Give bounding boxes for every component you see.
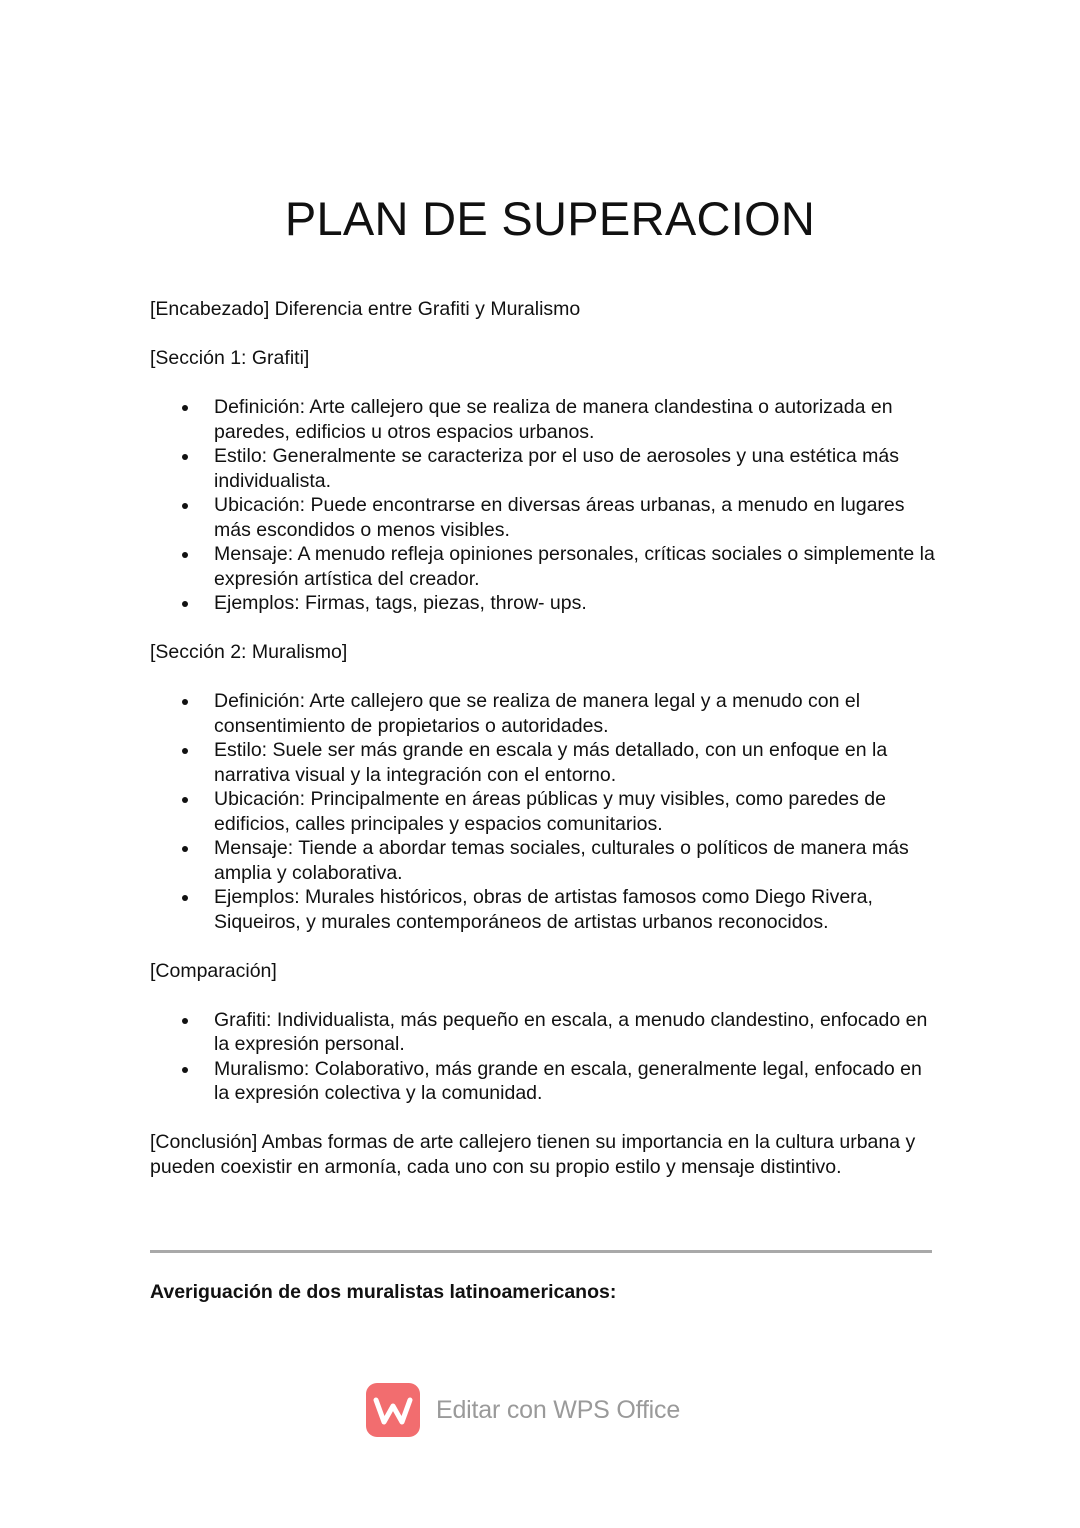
list-item (150, 1057, 940, 1106)
list-item (150, 395, 940, 444)
bullet-icon (182, 797, 188, 803)
list-item (150, 1008, 940, 1057)
header-line: [Encabezado] Diferencia entre Grafiti y Muralismo (150, 298, 581, 320)
list-item-text: Ubicación: Puede encontrarse en diversas áreas urbanas, a menudo en lugares más escondidos o menos visibles. (214, 494, 905, 541)
list-item (150, 493, 940, 542)
bullet-icon (182, 454, 188, 460)
list-item-text: Ejemplos: Firmas, tags, piezas, throw- ups. (214, 592, 587, 614)
list-item (150, 689, 940, 738)
list-item (150, 885, 940, 934)
muralists-subheading: Averiguación de dos muralistas latinoamericanos: (150, 1281, 617, 1303)
comparison-heading: [Comparación] (150, 959, 277, 982)
list-item-text: Definición: Arte callejero que se realiza de manera clandestina o autorizada en paredes, edificios u otros espacios urbanos. (214, 396, 893, 443)
wps-edit-link[interactable] (366, 1383, 680, 1437)
list-item-text: Grafiti: Individualista, más pequeño en escala, a menudo clandestino, enfocado en la expresión personal. (214, 1008, 928, 1055)
list-item (150, 542, 940, 591)
list-item (150, 738, 940, 787)
wps-logo-icon (366, 1383, 420, 1437)
bullet-icon (182, 699, 188, 705)
list-item (150, 787, 940, 836)
wps-edit-label: Editar con WPS Office (436, 1395, 681, 1424)
comparison-list (150, 1008, 940, 1106)
list-item-text: Ejemplos: Murales históricos, obras de artistas famosos como Diego Rivera, Siqueiros, y murales contemporáneos de artistas urbanos reconocidos. (214, 886, 873, 933)
section2-list (150, 689, 940, 934)
bullet-icon (182, 405, 188, 411)
list-item-text: Definición: Arte callejero que se realiza de manera legal y a menudo con el consentimiento de propietarios o autoridades. (214, 690, 861, 737)
bullet-icon (182, 552, 188, 558)
bullet-icon (182, 895, 188, 901)
section1-heading: [Sección 1: Grafiti] (150, 347, 310, 369)
list-item (150, 591, 940, 616)
list-item (150, 444, 940, 493)
list-item-text: Ubicación: Principalmente en áreas públicas y muy visibles, como paredes de edificios, calles principales y espacios comunitarios. (214, 788, 886, 835)
section2-heading: [Sección 2: Muralismo] (150, 641, 348, 663)
page-title: PLAN DE SUPERACION (284, 192, 816, 245)
horizontal-divider (150, 1250, 932, 1253)
bullet-icon (182, 846, 188, 852)
list-item-text: Mensaje: A menudo refleja opiniones personales, críticas sociales o simplemente la expresión artística del creador. (214, 543, 935, 590)
list-item (150, 836, 940, 885)
section1-list (150, 395, 940, 616)
list-item-text: Mensaje: Tiende a abordar temas sociales, culturales o políticos de manera más amplia y colaborativa. (214, 837, 909, 884)
conclusion-paragraph: [Conclusión] Ambas formas de arte callejero tienen su importancia en la cultura urbana y pueden coexistir en armonía, cada uno con su propio estilo y mensaje distintivo. (150, 1131, 916, 1178)
bullet-icon (182, 503, 188, 509)
bullet-icon (182, 601, 188, 607)
document-body (150, 297, 940, 1204)
list-item-text: Muralismo: Colaborativo, más grande en escala, generalmente legal, enfocado en la expresión colectiva y la comunidad. (214, 1057, 922, 1104)
list-item-text: Estilo: Suele ser más grande en escala y más detallado, con un enfoque en la narrativa visual y la integración con el entorno. (214, 739, 888, 786)
bullet-icon (182, 1018, 188, 1024)
bullet-icon (182, 748, 188, 754)
bullet-icon (182, 1067, 188, 1073)
list-item-text: Estilo: Generalmente se caracteriza por el uso de aerosoles y una estética más individualista. (214, 445, 900, 492)
